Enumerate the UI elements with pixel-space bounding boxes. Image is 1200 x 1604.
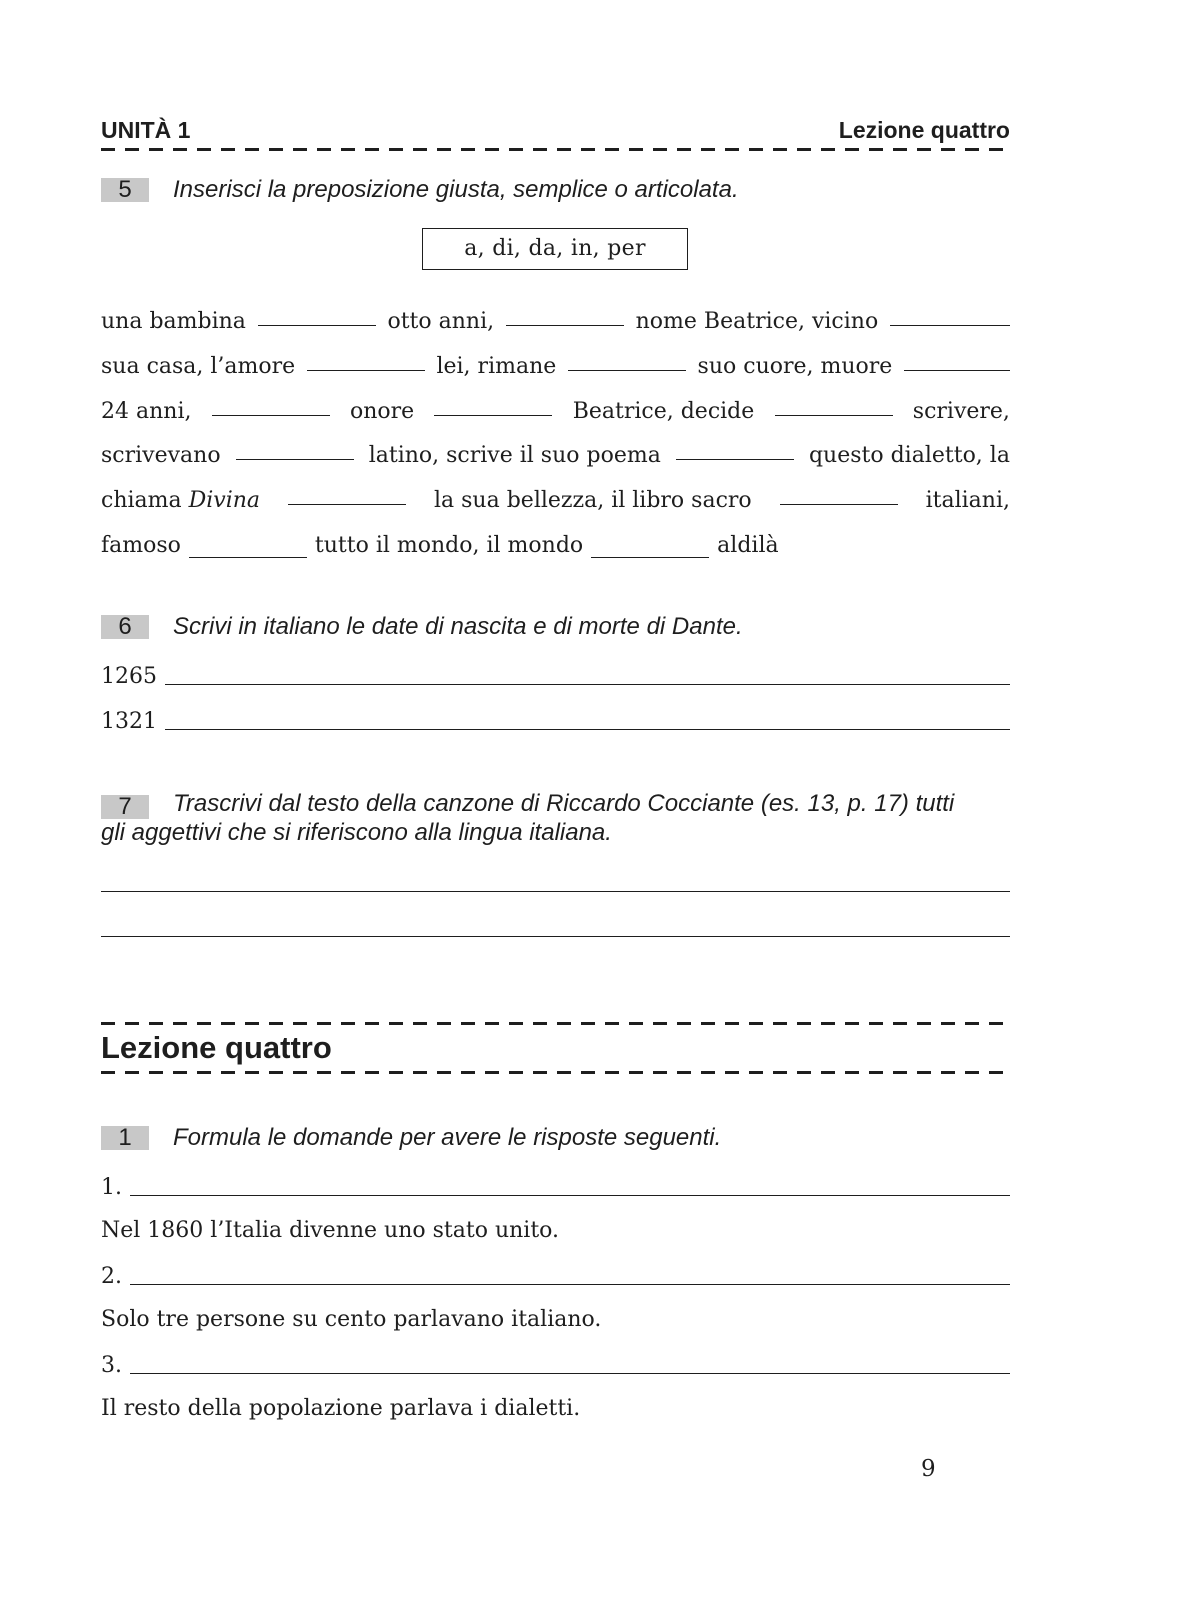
text-segment: 24 anni,	[101, 399, 192, 424]
answer-blank[interactable]	[890, 325, 1010, 326]
exercise-6-instruction: Scrivi in italiano le date di nascita e di morte di Dante.	[173, 613, 743, 640]
question-number: 3.	[101, 1353, 122, 1378]
question-number: 2.	[101, 1264, 122, 1289]
text-segment: italiani,	[925, 488, 1010, 513]
date-birth: 1265	[101, 664, 157, 689]
text-segment: aldilà	[717, 533, 779, 558]
answer-blank[interactable]	[258, 325, 376, 326]
text-segment: scrivere,	[912, 399, 1010, 424]
date-death: 1321	[101, 709, 157, 734]
lesson-header: Lezione quattro	[838, 117, 1010, 143]
exercise-5-number: 5	[101, 178, 149, 202]
fill-line-3	[101, 394, 1010, 424]
answer-blank[interactable]	[189, 557, 307, 558]
text-segment: tutto il mondo, il mondo	[314, 533, 584, 558]
given-answer: Solo tre persone su cento parlavano italiano.	[101, 1307, 602, 1332]
page-number: 9	[921, 1456, 936, 1482]
text-segment: suo cuore, muore	[697, 354, 893, 379]
text-segment: onore	[349, 399, 415, 424]
text-segment: Beatrice, decide	[572, 399, 755, 424]
text-segment	[101, 488, 260, 513]
question-answer-line[interactable]	[130, 1284, 1010, 1285]
text-segment: nome Beatrice, vicino	[635, 309, 879, 334]
fill-line-5	[101, 483, 1010, 513]
text-segment: questo dialetto, la	[808, 443, 1010, 468]
exercise-7-answer-line[interactable]	[101, 936, 1010, 937]
given-answer: Nel 1860 l’Italia divenne uno stato unito.	[101, 1218, 560, 1243]
date-death-answer-line[interactable]	[165, 729, 1010, 730]
question-answer-line[interactable]	[130, 1373, 1010, 1374]
answer-blank[interactable]	[236, 459, 354, 460]
preposition-box: a, di, da, in, per	[422, 228, 688, 270]
answer-blank[interactable]	[591, 557, 709, 558]
unit-title: UNITÀ 1	[101, 117, 191, 143]
answer-blank[interactable]	[676, 459, 794, 460]
answer-blank[interactable]	[212, 415, 330, 416]
exercise-6-number: 6	[101, 615, 149, 639]
text-segment: la sua bellezza, il libro sacro	[434, 488, 752, 513]
lesson-divider-top	[101, 1022, 1010, 1025]
exercise-7-instruction-line2: gli aggettivi che si riferiscono alla lingua italiana.	[101, 819, 612, 846]
lesson-divider-bottom	[101, 1071, 1010, 1074]
text-chiama: chiama	[101, 488, 182, 513]
question-answer-line[interactable]	[130, 1195, 1010, 1196]
exercise-1-number: 1	[101, 1126, 149, 1150]
fill-line-2	[101, 349, 1010, 379]
answer-blank[interactable]	[506, 325, 624, 326]
exercise-5-instruction: Inserisci la preposizione giusta, semplice o articolata.	[173, 176, 739, 203]
text-segment: lei, rimane	[436, 354, 557, 379]
answer-blank[interactable]	[307, 370, 425, 371]
exercise-1-instruction: Formula le domande per avere le risposte seguenti.	[173, 1124, 722, 1151]
date-birth-answer-line[interactable]	[165, 684, 1010, 685]
header-divider	[101, 148, 1010, 151]
exercise-7-instruction-line1: Trascrivi dal testo della canzone di Riccardo Cocciante (es. 13, p. 17) tutti	[173, 790, 955, 817]
exercise-7-answer-line[interactable]	[101, 891, 1010, 892]
given-answer: Il resto della popolazione parlava i dialetti.	[101, 1396, 581, 1421]
exercise-7-number: 7	[101, 795, 149, 819]
answer-blank[interactable]	[568, 370, 686, 371]
fill-line-6	[101, 528, 1010, 558]
question-number: 1.	[101, 1175, 122, 1200]
fill-line-4	[101, 438, 1010, 468]
answer-blank[interactable]	[288, 504, 406, 505]
answer-blank[interactable]	[775, 415, 893, 416]
lesson-title: Lezione quattro	[101, 1030, 332, 1065]
text-segment: una bambina	[101, 309, 246, 334]
answer-blank[interactable]	[904, 370, 1010, 371]
fill-line-1	[101, 304, 1010, 334]
answer-blank[interactable]	[780, 504, 898, 505]
text-segment: sua casa, l’amore	[101, 354, 296, 379]
answer-blank[interactable]	[434, 415, 552, 416]
text-segment: scrivevano	[101, 443, 221, 468]
text-segment: famoso	[101, 533, 181, 558]
text-segment: latino, scrive il suo poema	[368, 443, 661, 468]
text-segment: otto anni,	[387, 309, 495, 334]
text-divina: Divina	[188, 488, 261, 513]
